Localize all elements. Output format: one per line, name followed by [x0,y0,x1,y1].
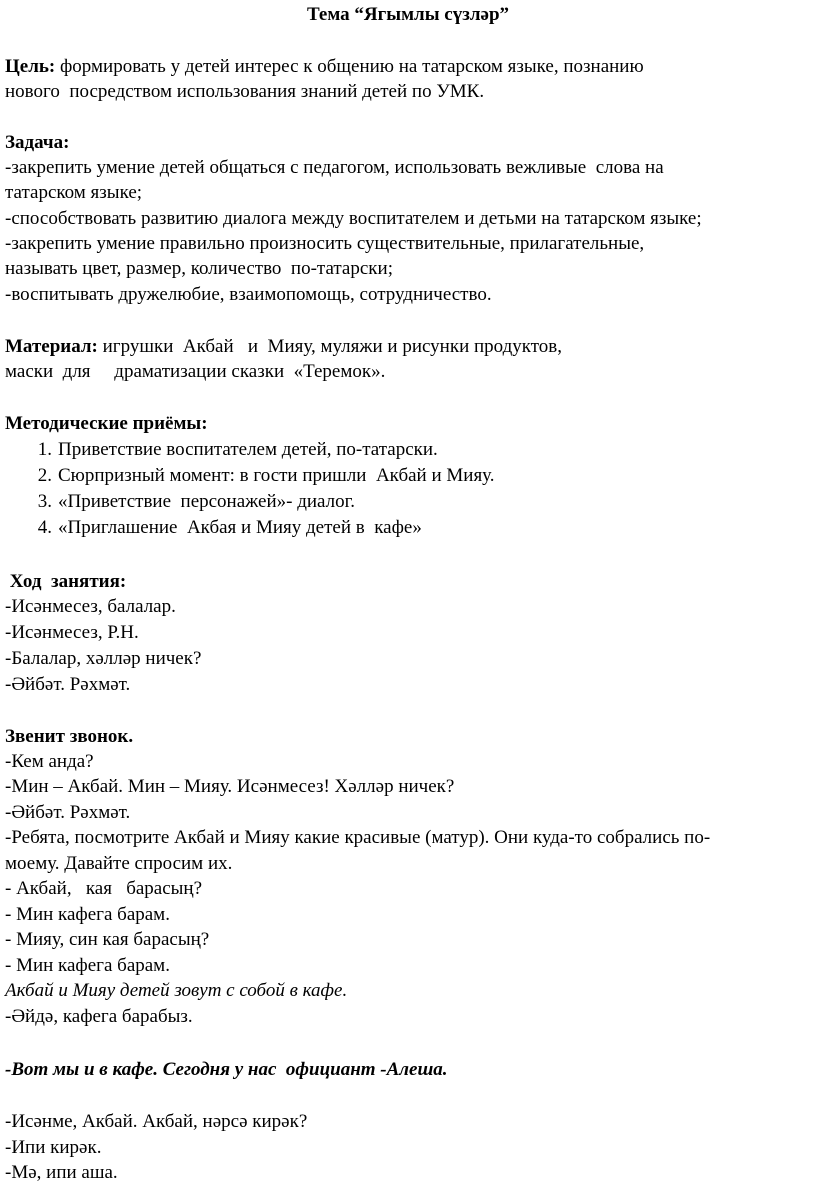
goal-text-1: формировать у детей интерес к общению на татарском языке, познанию [55,56,644,77]
methods-label: Методические приёмы: [5,413,208,434]
goal-label: Цель: [5,56,56,77]
task-line: -воспитывать дружелюбие, взаимопомощь, сотрудничество. [5,284,492,305]
task-line: -способствовать развитию диалога между воспитателем и детьми на татарском языке; [5,208,702,229]
goal-line-2: нового посредством использования знаний детей по УМК. [5,81,485,102]
task-line: называть цвет, размер, количество по-татарски; [5,258,393,279]
cafe-line: -Исәнме, Акбай. Акбай, нәрсә кирәк? [5,1111,308,1132]
task-line: -закрепить умение детей общаться с педагогом, использовать вежливые слова на [5,157,664,178]
cafe-heading: -Вот мы и в кафе. Сегодня у нас официант -Алеша. [5,1059,448,1080]
dialog-line: -Мин – Акбай. Мин – Мияу. Исәнмесез! Хәлләр ничек? [5,776,455,797]
course-line: -Исәнмесез, балалар. [5,596,176,617]
course-line: -Исәнмесез, Р.Н. [5,622,139,643]
material-label: Материал: [5,336,98,357]
task-label: Задача: [5,132,70,153]
dialog-line: -Әйдә, кафега барабыз. [5,1006,193,1027]
dialog-line: -Ребята, посмотрите Акбай и Мияу какие красивые (матур). Они куда-то собрались по- [5,827,711,848]
task-line: татарском языке; [5,182,143,203]
course-line: -Әйбәт. Рәхмәт. [5,674,131,695]
method-item: Сюрпризный момент: в гости пришли Акбай и Мияу. [58,465,495,486]
material-text-1: игрушки Акбай и Мияу, муляжи и рисунки продуктов, [97,336,563,357]
method-number: 1. [37,439,52,460]
method-item: «Приветствие персонажей»- диалог. [58,491,356,512]
method-item: «Приглашение Акбая и Мияу детей в кафе» [58,517,422,538]
cafe-line: -Ипи кирәк. [5,1137,102,1158]
method-item: Приветствие воспитателем детей, по-татарски. [58,439,438,460]
dialog-line: - Мин кафега барам. [5,904,170,925]
dialog-line: моему. Давайте спросим их. [5,853,233,874]
cafe-line: -Мә, ипи аша. [5,1162,118,1183]
goal-line-1 [5,55,644,79]
dialog-line: -Әйбәт. Рәхмәт. [5,802,131,823]
method-number: 3. [37,491,52,512]
task-line: -закрепить умение правильно произносить существительные, прилагательные, [5,233,645,254]
material-line-2: маски для драматизации сказки «Теремок». [5,361,386,382]
document-title: Тема “Ягымлы сүзләр” [306,4,510,25]
course-line: -Балалар, хәлләр ничек? [5,648,202,669]
material-line-1 [5,335,562,359]
bell-label: Звенит звонок. [5,726,134,747]
method-number: 2. [37,465,52,486]
dialog-line: -Кем анда? [5,751,94,772]
stage-direction: Акбай и Мияу детей зовут с собой в кафе. [5,980,348,1001]
dialog-line: - Мин кафега барам. [5,955,170,976]
method-number: 4. [37,517,52,538]
course-label: Ход занятия: [5,571,127,592]
dialog-line: - Мияу, син кая барасың? [5,929,210,950]
dialog-line: - Акбай, кая барасың? [5,878,203,899]
